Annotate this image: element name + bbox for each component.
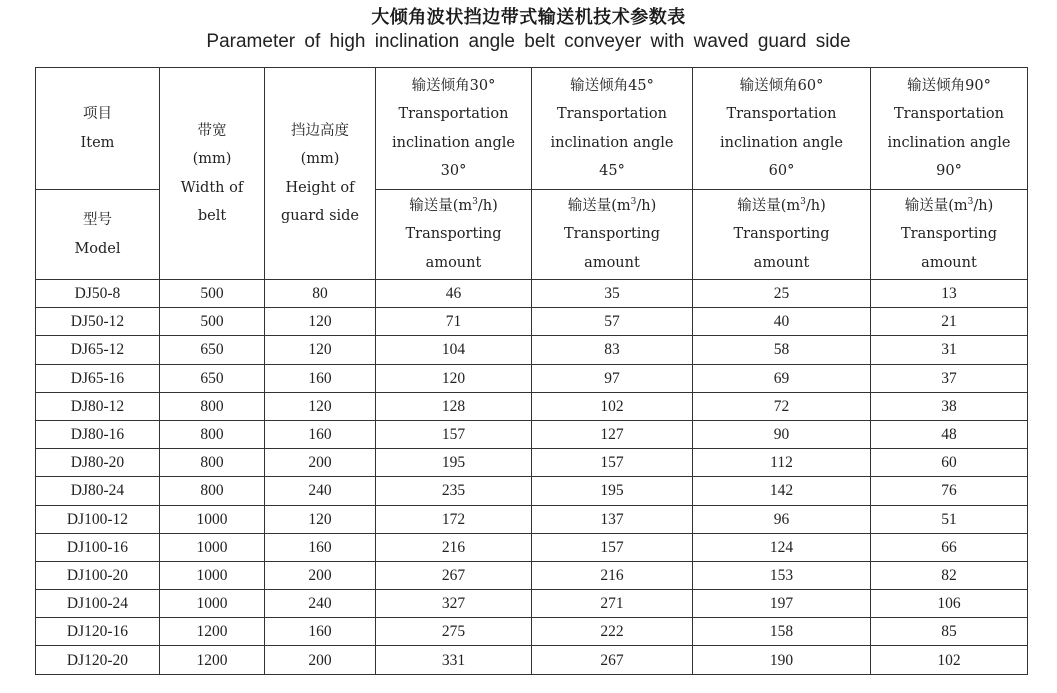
cell-amount-90: 66 [871, 533, 1028, 561]
header-model-en: Model [74, 240, 121, 257]
header-angle-60 [693, 68, 871, 190]
cell-guard-height: 240 [265, 590, 376, 618]
amount-superscript: 3 [630, 196, 637, 207]
table-row [36, 280, 1028, 308]
table-row [36, 420, 1028, 448]
angle-deg: 45° [599, 163, 625, 179]
table-row [36, 336, 1028, 364]
header-model [36, 190, 160, 280]
cell-amount-45: 137 [532, 505, 693, 533]
header-amount-90 [871, 190, 1028, 280]
header-belt-width-en2: belt [197, 208, 227, 224]
cell-guard-height: 160 [265, 618, 376, 646]
document-title-chinese: 大倾角波状挡边带式输送机技术参数表 [371, 7, 686, 28]
cell-amount-30: 157 [376, 420, 532, 448]
amount-superscript: 3 [472, 196, 478, 207]
angle-cn: 输送倾角90° [907, 77, 991, 94]
cell-model: DJ50-8 [36, 280, 160, 308]
cell-amount-45: 157 [532, 533, 693, 561]
cell-amount-90: 21 [871, 308, 1028, 336]
header-belt-width-cn: 带宽 [197, 122, 227, 139]
cell-amount-90: 48 [871, 420, 1028, 448]
cell-amount-30: 327 [376, 590, 532, 618]
cell-amount-90: 38 [871, 392, 1028, 420]
header-guard-height-en2: guard side [280, 208, 360, 224]
cell-belt-width: 800 [160, 449, 265, 477]
cell-belt-width: 650 [160, 336, 265, 364]
angle-deg: 90° [936, 163, 962, 179]
cell-amount-30: 128 [376, 392, 532, 420]
header-belt-width [160, 68, 265, 280]
cell-guard-height: 200 [265, 561, 376, 589]
cell-guard-height: 120 [265, 308, 376, 336]
cell-belt-width: 800 [160, 420, 265, 448]
header-amount-45 [532, 190, 693, 280]
cell-model: DJ100-24 [36, 590, 160, 618]
cell-amount-90: 102 [871, 646, 1028, 674]
amount-unit-label [871, 192, 1027, 221]
header-amount-30 [376, 190, 532, 280]
cell-amount-90: 37 [871, 364, 1028, 392]
amount-cn-prefix: 输送量(m [737, 197, 801, 214]
cell-amount-90: 106 [871, 590, 1028, 618]
header-row-angles [36, 68, 1028, 190]
amount-cn-prefix: 输送量(m [567, 197, 631, 214]
document-title-english: Parameter of high inclination angle belt conveyer with waved guard side [206, 31, 851, 52]
cell-amount-45: 267 [532, 646, 693, 674]
header-model-cn: 型号 [83, 212, 112, 228]
parameter-table [35, 67, 1028, 675]
cell-amount-90: 60 [871, 449, 1028, 477]
cell-amount-45: 222 [532, 618, 693, 646]
cell-amount-60: 58 [693, 336, 871, 364]
amount-en2: amount [584, 254, 640, 271]
cell-amount-30: 331 [376, 646, 532, 674]
amount-cn-suffix: /h) [636, 197, 657, 214]
header-item [36, 68, 160, 190]
cell-guard-height: 160 [265, 364, 376, 392]
cell-amount-30: 195 [376, 449, 532, 477]
cell-belt-width: 1000 [160, 533, 265, 561]
amount-unit-label [693, 192, 870, 221]
cell-amount-60: 190 [693, 646, 871, 674]
cell-amount-30: 275 [376, 618, 532, 646]
header-guard-height-unit: (mm) [300, 151, 340, 167]
cell-belt-width: 800 [160, 477, 265, 505]
cell-amount-30: 120 [376, 364, 532, 392]
cell-amount-45: 83 [532, 336, 693, 364]
cell-amount-90: 13 [871, 280, 1028, 308]
amount-superscript: 3 [967, 196, 974, 207]
cell-model: DJ80-24 [36, 477, 160, 505]
cell-belt-width: 1200 [160, 618, 265, 646]
cell-amount-45: 157 [532, 449, 693, 477]
angle-cn: 输送倾角60° [739, 77, 824, 94]
header-amount-60 [693, 190, 871, 280]
angle-en1: Transportation [557, 106, 667, 122]
header-guard-height-en1: Height of [285, 179, 355, 196]
cell-model: DJ100-16 [36, 533, 160, 561]
cell-amount-45: 216 [532, 561, 693, 589]
cell-amount-60: 90 [693, 420, 871, 448]
cell-amount-60: 197 [693, 590, 871, 618]
cell-amount-45: 195 [532, 477, 693, 505]
cell-amount-30: 216 [376, 533, 532, 561]
amount-unit-label [532, 192, 692, 221]
table-row [36, 392, 1028, 420]
angle-deg: 30° [440, 163, 467, 179]
amount-en2: amount [921, 254, 977, 271]
table-row [36, 505, 1028, 533]
cell-belt-width: 800 [160, 392, 265, 420]
cell-amount-45: 271 [532, 590, 693, 618]
table-row [36, 477, 1028, 505]
cell-model: DJ120-20 [36, 646, 160, 674]
angle-en2: inclination angle [392, 134, 515, 151]
angle-cn: 输送倾角30° [411, 77, 496, 94]
cell-model: DJ80-16 [36, 420, 160, 448]
header-guard-height [265, 68, 376, 280]
header-angle-90 [871, 68, 1028, 190]
amount-superscript: 3 [800, 196, 806, 207]
angle-en1: Transportation [726, 106, 837, 122]
amount-cn-prefix: 输送量(m [409, 197, 473, 214]
cell-guard-height: 120 [265, 392, 376, 420]
cell-amount-45: 35 [532, 280, 693, 308]
cell-amount-60: 124 [693, 533, 871, 561]
cell-amount-60: 69 [693, 364, 871, 392]
cell-guard-height: 200 [265, 646, 376, 674]
cell-belt-width: 1200 [160, 646, 265, 674]
cell-amount-90: 82 [871, 561, 1028, 589]
header-angle-45 [532, 68, 693, 190]
cell-model: DJ80-20 [36, 449, 160, 477]
cell-amount-60: 40 [693, 308, 871, 336]
amount-en2: amount [425, 254, 482, 271]
cell-amount-30: 235 [376, 477, 532, 505]
cell-model: DJ100-12 [36, 505, 160, 533]
angle-en2: inclination angle [550, 134, 674, 151]
cell-guard-height: 240 [265, 477, 376, 505]
cell-amount-90: 76 [871, 477, 1028, 505]
cell-amount-60: 112 [693, 449, 871, 477]
table-row [36, 561, 1028, 589]
cell-model: DJ65-16 [36, 364, 160, 392]
angle-en2: inclination angle [720, 134, 843, 151]
cell-model: DJ100-20 [36, 561, 160, 589]
cell-amount-60: 96 [693, 505, 871, 533]
table-row [36, 618, 1028, 646]
header-belt-width-en1: Width of [180, 179, 244, 196]
cell-amount-30: 267 [376, 561, 532, 589]
amount-en1: Transporting [405, 226, 502, 243]
header-angle-30 [376, 68, 532, 190]
cell-amount-30: 46 [376, 280, 532, 308]
cell-amount-45: 57 [532, 308, 693, 336]
amount-en1: Transporting [900, 226, 998, 243]
cell-amount-30: 104 [376, 336, 532, 364]
amount-en1: Transporting [733, 226, 830, 243]
table-row [36, 449, 1028, 477]
cell-guard-height: 80 [265, 280, 376, 308]
angle-en1: Transportation [894, 106, 1004, 122]
angle-en2: inclination angle [887, 134, 1011, 151]
cell-amount-90: 31 [871, 336, 1028, 364]
table-row [36, 364, 1028, 392]
angle-deg: 60° [768, 163, 795, 179]
angle-cn: 输送倾角45° [570, 77, 654, 94]
cell-amount-45: 102 [532, 392, 693, 420]
cell-guard-height: 120 [265, 505, 376, 533]
cell-amount-30: 172 [376, 505, 532, 533]
cell-amount-90: 51 [871, 505, 1028, 533]
cell-guard-height: 200 [265, 449, 376, 477]
table-row [36, 308, 1028, 336]
cell-guard-height: 160 [265, 533, 376, 561]
cell-amount-30: 71 [376, 308, 532, 336]
table-row [36, 646, 1028, 674]
cell-guard-height: 120 [265, 336, 376, 364]
cell-amount-45: 97 [532, 364, 693, 392]
cell-belt-width: 1000 [160, 505, 265, 533]
cell-belt-width: 1000 [160, 561, 265, 589]
cell-amount-60: 158 [693, 618, 871, 646]
cell-model: DJ120-16 [36, 618, 160, 646]
cell-amount-45: 127 [532, 420, 693, 448]
cell-amount-60: 153 [693, 561, 871, 589]
cell-belt-width: 500 [160, 308, 265, 336]
amount-cn-suffix: /h) [973, 197, 994, 214]
cell-belt-width: 1000 [160, 590, 265, 618]
cell-belt-width: 650 [160, 364, 265, 392]
cell-amount-60: 72 [693, 392, 871, 420]
table-row [36, 533, 1028, 561]
header-item-en: Item [80, 134, 115, 151]
header-item-cn: 项目 [83, 106, 112, 122]
cell-guard-height: 160 [265, 420, 376, 448]
cell-model: DJ80-12 [36, 392, 160, 420]
cell-amount-90: 85 [871, 618, 1028, 646]
angle-en1: Transportation [398, 106, 509, 122]
amount-cn-suffix: /h) [805, 197, 826, 214]
cell-amount-60: 142 [693, 477, 871, 505]
cell-model: DJ50-12 [36, 308, 160, 336]
amount-unit-label [376, 192, 531, 221]
cell-amount-60: 25 [693, 280, 871, 308]
amount-en2: amount [753, 254, 810, 271]
header-guard-height-cn: 挡边高度 [291, 122, 349, 139]
table-row [36, 590, 1028, 618]
amount-en1: Transporting [563, 226, 661, 243]
amount-cn-suffix: /h) [477, 197, 498, 214]
header-belt-width-unit: (mm) [192, 151, 232, 167]
cell-model: DJ65-12 [36, 336, 160, 364]
cell-belt-width: 500 [160, 280, 265, 308]
amount-cn-prefix: 输送量(m [904, 197, 968, 214]
